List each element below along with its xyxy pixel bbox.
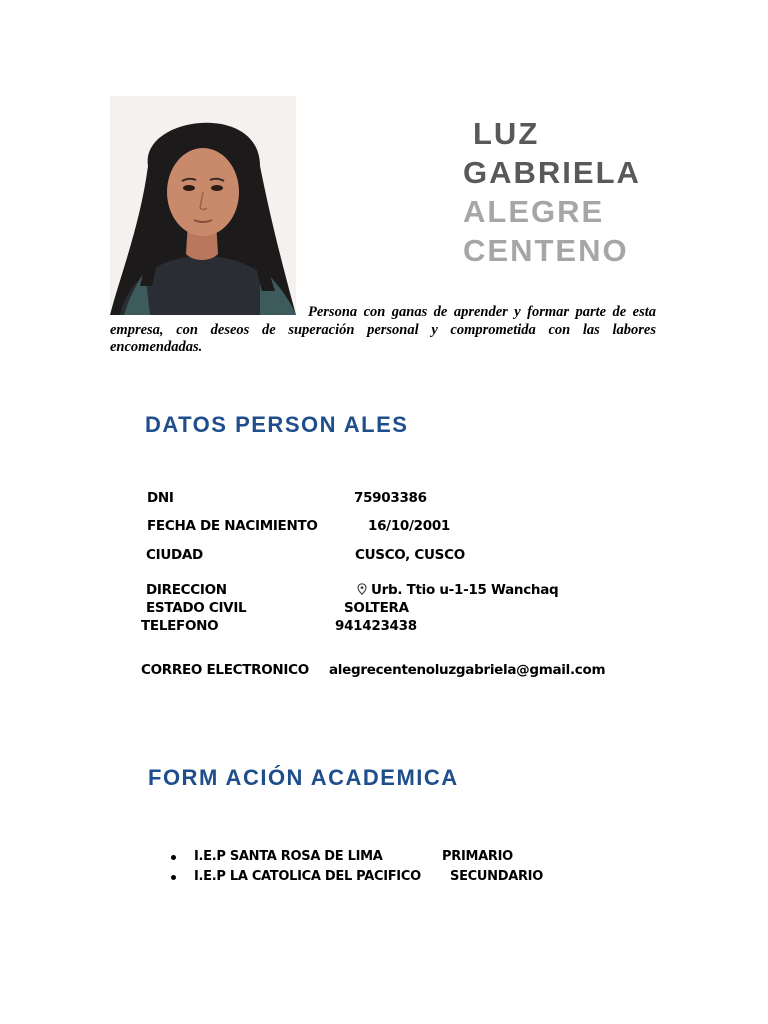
- heading-personal-data: DATOS PERSON ALES: [145, 412, 409, 437]
- address-value: Urb. Ttio u-1-15 Wanchaq: [371, 582, 559, 598]
- email-label: CORREO ELECTRONICO: [141, 662, 309, 678]
- education-level-2: SECUNDARIO: [450, 869, 543, 884]
- dni-label: DNI: [147, 490, 174, 506]
- dni-value: 75903386: [354, 490, 427, 506]
- profile-summary: Persona con ganas de aprender y formar parte de esta empresa, con deseos de superación personal y comprometida con las labores encomendadas.: [110, 304, 656, 355]
- location-pin-icon: [357, 583, 367, 595]
- bullet-icon: [171, 855, 176, 860]
- name-first-1: LUZ: [473, 116, 540, 151]
- birth-date-value: 16/10/2001: [368, 518, 451, 534]
- city-value: CUSCO, CUSCO: [355, 547, 465, 563]
- education-school-2: I.E.P LA CATOLICA DEL PACIFICO: [194, 869, 421, 884]
- education-school-1: I.E.P SANTA ROSA DE LIMA: [194, 849, 383, 864]
- civil-status-value: SOLTERA: [344, 600, 409, 616]
- heading-education: FORM ACIÓN ACADEMICA: [148, 765, 459, 790]
- city-label: CIUDAD: [146, 547, 203, 563]
- bullet-icon: [171, 875, 176, 880]
- name-last-1: ALEGRE: [463, 194, 605, 229]
- phone-label: TELEFONO: [141, 618, 219, 634]
- email-value: alegrecentenoluzgabriela@gmail.com: [329, 662, 606, 678]
- education-level-1: PRIMARIO: [442, 849, 513, 864]
- profile-photo: [110, 96, 296, 315]
- birth-date-label: FECHA DE NACIMIENTO: [147, 518, 318, 534]
- phone-value: 941423438: [335, 618, 417, 634]
- name-last-2: CENTENO: [463, 233, 629, 268]
- address-value-wrap: [357, 582, 558, 598]
- address-label: DIRECCION: [146, 582, 227, 598]
- candidate-name: [463, 114, 641, 270]
- name-first-2: GABRIELA: [463, 155, 641, 190]
- civil-status-label: ESTADO CIVIL: [146, 600, 247, 616]
